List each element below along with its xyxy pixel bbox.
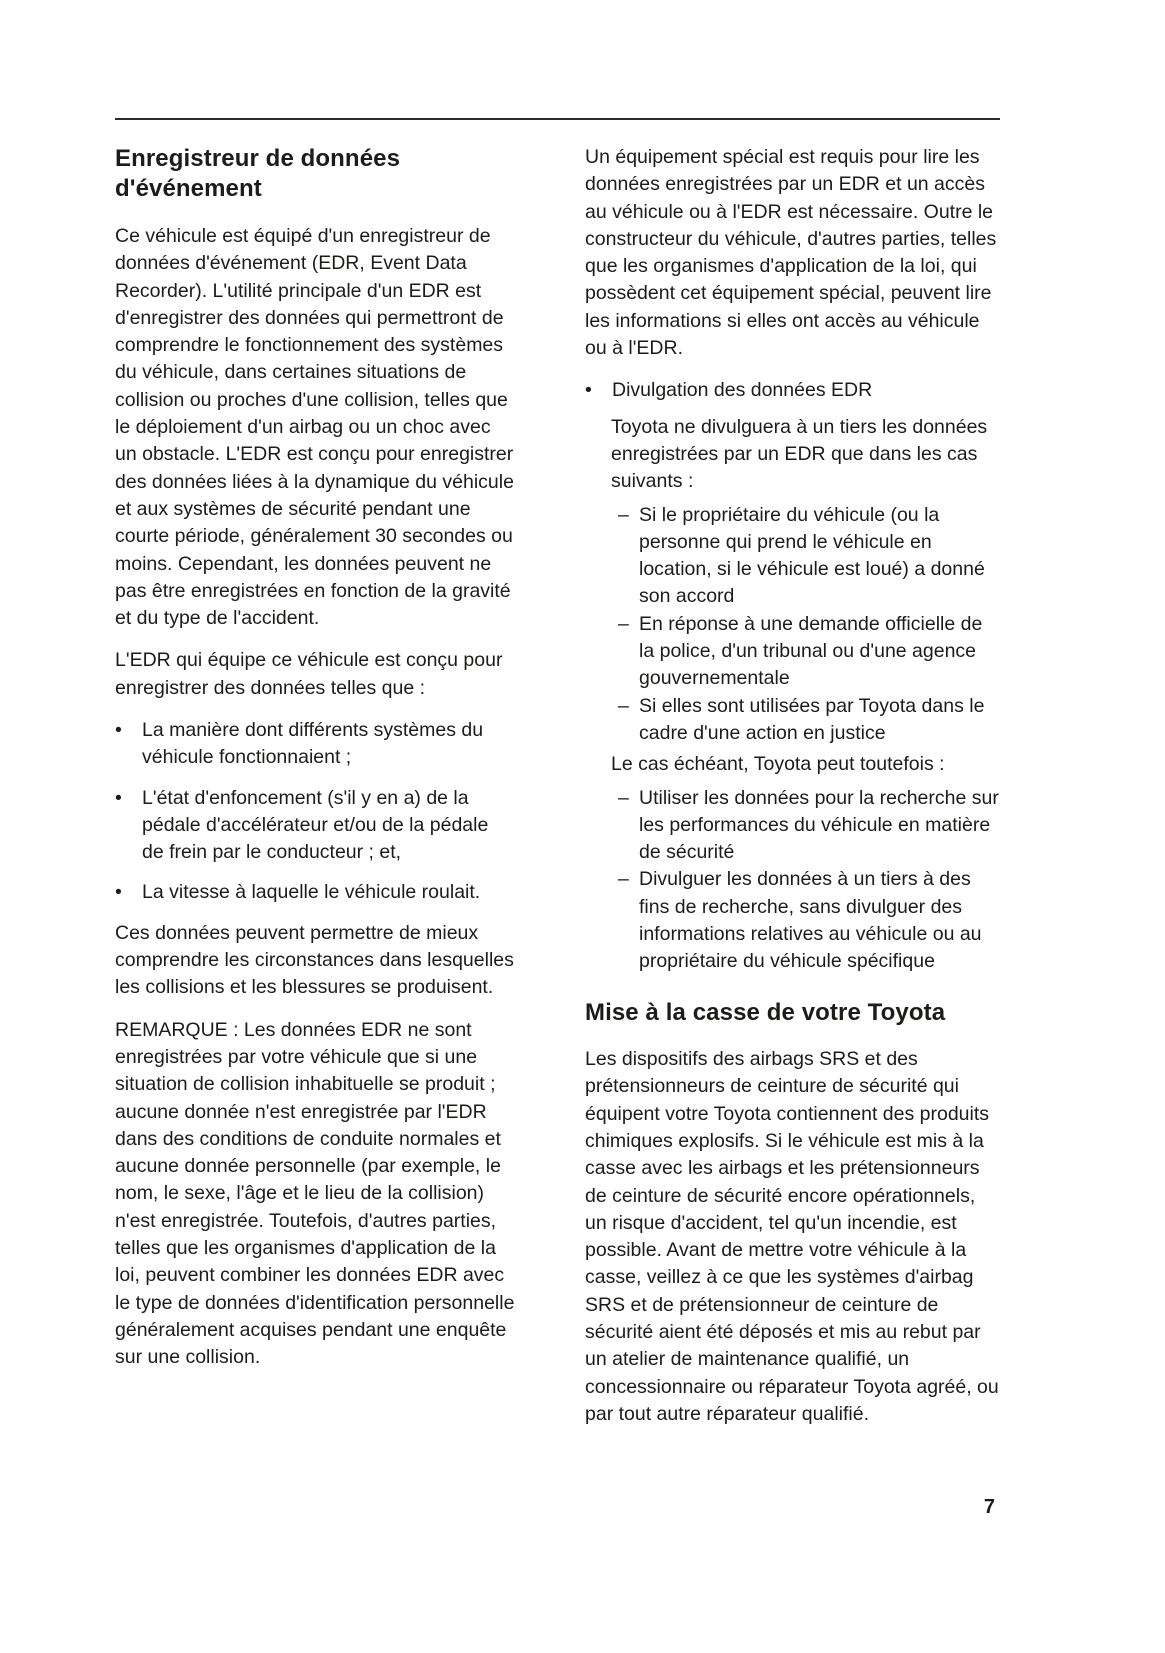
header-rule bbox=[115, 118, 1000, 120]
list-item bbox=[585, 611, 1000, 693]
paragraph-special-equipment: Un équipement spécial est requis pour lire les données enregistrées par un EDR et un accès au véhicule ou à l'EDR est nécessaire. Outre le constructeur du véhicule, d'autres parties, telles que les organismes d'application de la loi, qui possèdent cet équipement spécial, peuvent lire les informations si elles ont accès au véhicule ou à l'EDR. bbox=[585, 146, 997, 360]
dash-icon: – bbox=[618, 612, 629, 635]
list-item-disclosure-title bbox=[585, 377, 1000, 404]
paragraph-edr-note: REMARQUE : Les données EDR ne sont enregistrées par votre véhicule que si une situation de collision inhabituelle se produit ; aucune donnée n'est enregistrée par l'EDR dans des conditions de conduite normales et aucune donnée personnelle (par exemple, le nom, le sexe, l'âge et le lieu de la collision) n'est enregistrée. Toutefois, d'autres parties, telles que les organismes d'application de la loi, peuvent combiner les données EDR avec le type de données d'identification personnelle généralement acquises pendant une enquête sur une collision. bbox=[115, 1018, 515, 1369]
list-item bbox=[115, 717, 515, 772]
left-column bbox=[115, 144, 515, 1443]
list-item bbox=[115, 785, 515, 867]
section-heading-scrapping: Mise à la casse de votre Toyota bbox=[585, 998, 946, 1026]
paragraph-edr-intro: Ce véhicule est équipé d'un enregistreur de données d'événement (EDR, Event Data Recorder). L'utilité principale d'un EDR est d'enregistrer des données qui permettront de comprendre le fonctionnement des systèmes du véhicule, dans certaines situations de collision ou proches d'une collision, telles que le déploiement d'un airbag ou un choc avec un obstacle. L'EDR est conçu pour enregistrer des données liées à la dynamique du véhicule et aux systèmes de sécurité pendant une courte période, généralement 30 secondes ou moins. Cependant, les données peuvent ne pas être enregistrées en fonction de la gravité et du type de l'accident. bbox=[115, 224, 514, 630]
dash-icon: – bbox=[618, 786, 629, 809]
paragraph-scrapping: Les dispositifs des airbags SRS et des prétensionneurs de ceinture de sécurité qui équipent votre Toyota contiennent des produits chimiques explosifs. Si le véhicule est mis à la casse avec les airbags et les prétensionneurs de ceinture de sécurité encore opérationnels, un risque d'accident, tel qu'un incendie, est possible. Avant de mettre votre véhicule à la casse, veillez à ce que les systèmes d'airbag SRS et de prétensionneur de ceinture de sécurité aient été déposés et mis au rebut par un atelier de maintenance qualifié, un concessionnaire ou réparateur Toyota agréé, ou par tout autre réparateur qualifié. bbox=[585, 1048, 999, 1425]
list-item-text: Divulguer les données à un tiers à des fins de recherche, sans divulguer des informations relatives au véhicule ou au propriétaire du véhicule spécifique bbox=[639, 868, 982, 973]
list-item-text: Si le propriétaire du véhicule (ou la personne qui prend le véhicule en location, si le véhicule est loué) a donné son accord bbox=[639, 503, 985, 608]
list-item-text: La vitesse à laquelle le véhicule roulait. bbox=[142, 881, 481, 904]
however-items-list bbox=[585, 785, 1000, 976]
paragraph-however-intro: Le cas échéant, Toyota peut toutefois : bbox=[611, 753, 945, 776]
list-item bbox=[585, 866, 1000, 975]
list-item-text: Utiliser les données pour la recherche sur les performances du véhicule en matière de sécurité bbox=[639, 786, 999, 864]
list-item bbox=[585, 693, 1000, 748]
paragraph-disclosure-intro: Toyota ne divulguera à un tiers les données enregistrées par un EDR que dans les cas suivants : bbox=[611, 415, 988, 493]
dash-icon: – bbox=[618, 694, 629, 717]
section-heading-event-data-recorder: Enregistreur de données d'événement bbox=[115, 145, 401, 203]
dash-icon: – bbox=[618, 503, 629, 526]
list-item-text: Divulgation des données EDR bbox=[612, 379, 873, 402]
bullet-icon: • bbox=[115, 718, 122, 741]
list-item bbox=[585, 502, 1000, 611]
page-number: 7 bbox=[983, 1496, 995, 1518]
disclosure-cases-list bbox=[585, 502, 1000, 748]
list-item-text: Si elles sont utilisées par Toyota dans le cadre d'une action en justice bbox=[639, 694, 985, 744]
list-item-text: L'état d'enfoncement (s'il y en a) de la pédale d'accélérateur et/ou de la pédale de frein par le conducteur ; et, bbox=[142, 786, 489, 864]
right-column bbox=[585, 144, 1000, 1443]
two-column-layout bbox=[115, 144, 1000, 1443]
list-item bbox=[585, 785, 1000, 867]
list-item bbox=[115, 879, 515, 906]
bullet-icon: • bbox=[585, 379, 592, 402]
bullet-icon: • bbox=[115, 881, 122, 904]
list-item-text: La manière dont différents systèmes du véhicule fonctionnaient ; bbox=[142, 718, 484, 769]
list-item-text: En réponse à une demande officielle de la police, d'un tribunal ou d'une agence gouvernementale bbox=[639, 612, 983, 690]
paragraph-edr-designed: L'EDR qui équipe ce véhicule est conçu pour enregistrer des données telles que : bbox=[115, 649, 503, 699]
bullet-icon: • bbox=[115, 786, 122, 809]
dash-icon: – bbox=[618, 868, 629, 891]
paragraph-edr-understand: Ces données peuvent permettre de mieux comprendre les circonstances dans lesquelles les collisions et les blessures se produisent. bbox=[115, 921, 514, 999]
